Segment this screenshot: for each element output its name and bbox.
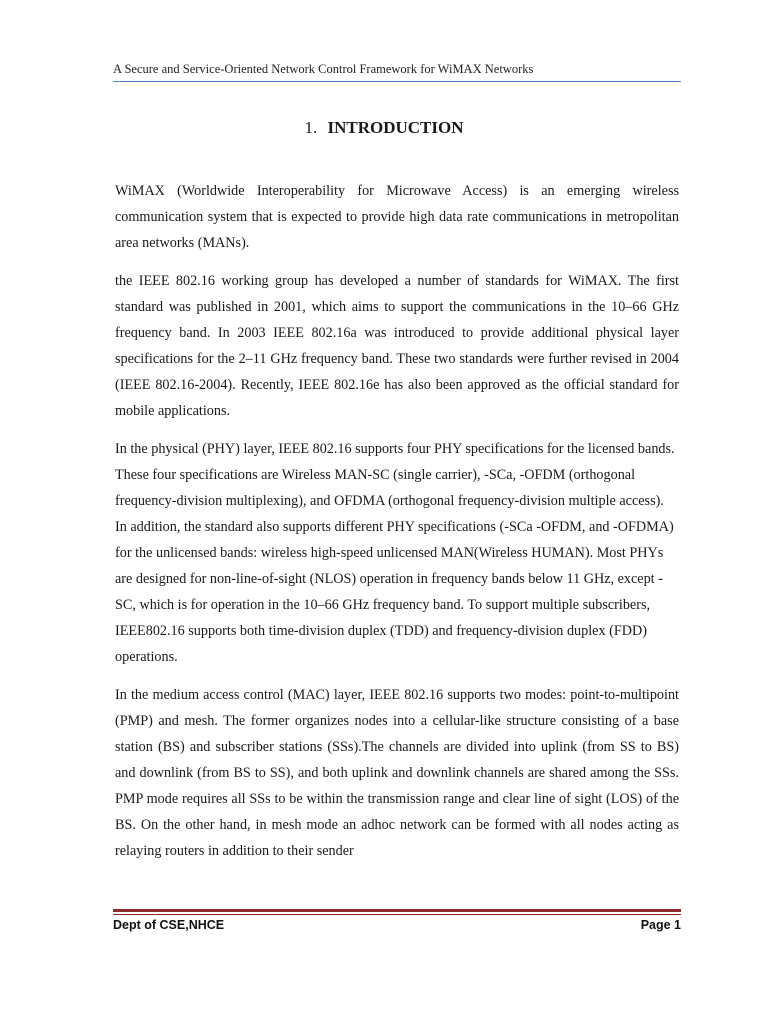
paragraph-phy-layer: In the physical (PHY) layer, IEEE 802.16 supports four PHY specifications for the licensed bands. These four specifications are Wireless MAN-SC (single carrier), -SCa, -OFDM (orthogonal frequency-division multiplexing), and OFDMA (orthogonal frequency-division multiple access). In addition, the standard also supports different PHY specifications (-SCa -OFDM, and -OFDMA) for the unlicensed bands: wireless high-speed unlicensed MAN(Wireless HUMAN). Most PHYs are designed for non-line-of-sight (NLOS) operation in frequency bands below 11 GHz, except -SC, which is for operation in the 10–66 GHz frequency band. To support multiple subscribers, IEEE802.16 supports both time-division duplex (TDD) and frequency-division duplex (FDD) operations. [115, 441, 675, 665]
footer-divider-thick [113, 909, 681, 912]
section-heading [0, 118, 768, 138]
header-divider [113, 81, 681, 82]
body-text [115, 178, 679, 876]
footer-divider-thin [113, 914, 681, 915]
paragraph-ieee-standards: the IEEE 802.16 working group has developed a number of standards for WiMAX. The first standard was published in 2001, which aims to support the communications in the 10–66 GHz frequency band. In 2003 IEEE 802.16a was introduced to provide additional physical layer specifications for the 2–11 GHz frequency band. These two standards were further revised in 2004 (IEEE 802.16-2004). Recently, IEEE 802.16e has also been approved as the official standard for mobile applications. [115, 273, 679, 419]
footer-page-number: Page 1 [640, 918, 681, 932]
running-header: A Secure and Service-Oriented Network Control Framework for WiMAX Networks [113, 62, 534, 76]
paragraph-mac-layer: In the medium access control (MAC) layer, IEEE 802.16 supports two modes: point-to-multipoint (PMP) and mesh. The former organizes nodes into a cellular-like structure consisting of a base station (BS) and subscriber stations (SSs).The channels are divided into uplink (from SS to BS) and downlink (from BS to SS), and both uplink and downlink channels are shared among the SSs. PMP mode requires all SSs to be within the transmission range and clear line of sight (LOS) of the BS. On the other hand, in mesh mode an adhoc network can be formed with all nodes acting as relaying routers in addition to their sender [115, 687, 679, 859]
page-footer [113, 918, 681, 932]
section-title: INTRODUCTION [327, 118, 464, 137]
footer-department: Dept of CSE,NHCE [113, 918, 225, 932]
section-number: 1. [304, 118, 318, 137]
paragraph-wimax-intro: WiMAX (Worldwide Interoperability for Microwave Access) is an emerging wireless communication system that is expected to provide high data rate communications in metropolitan area networks (MANs). [115, 183, 679, 251]
